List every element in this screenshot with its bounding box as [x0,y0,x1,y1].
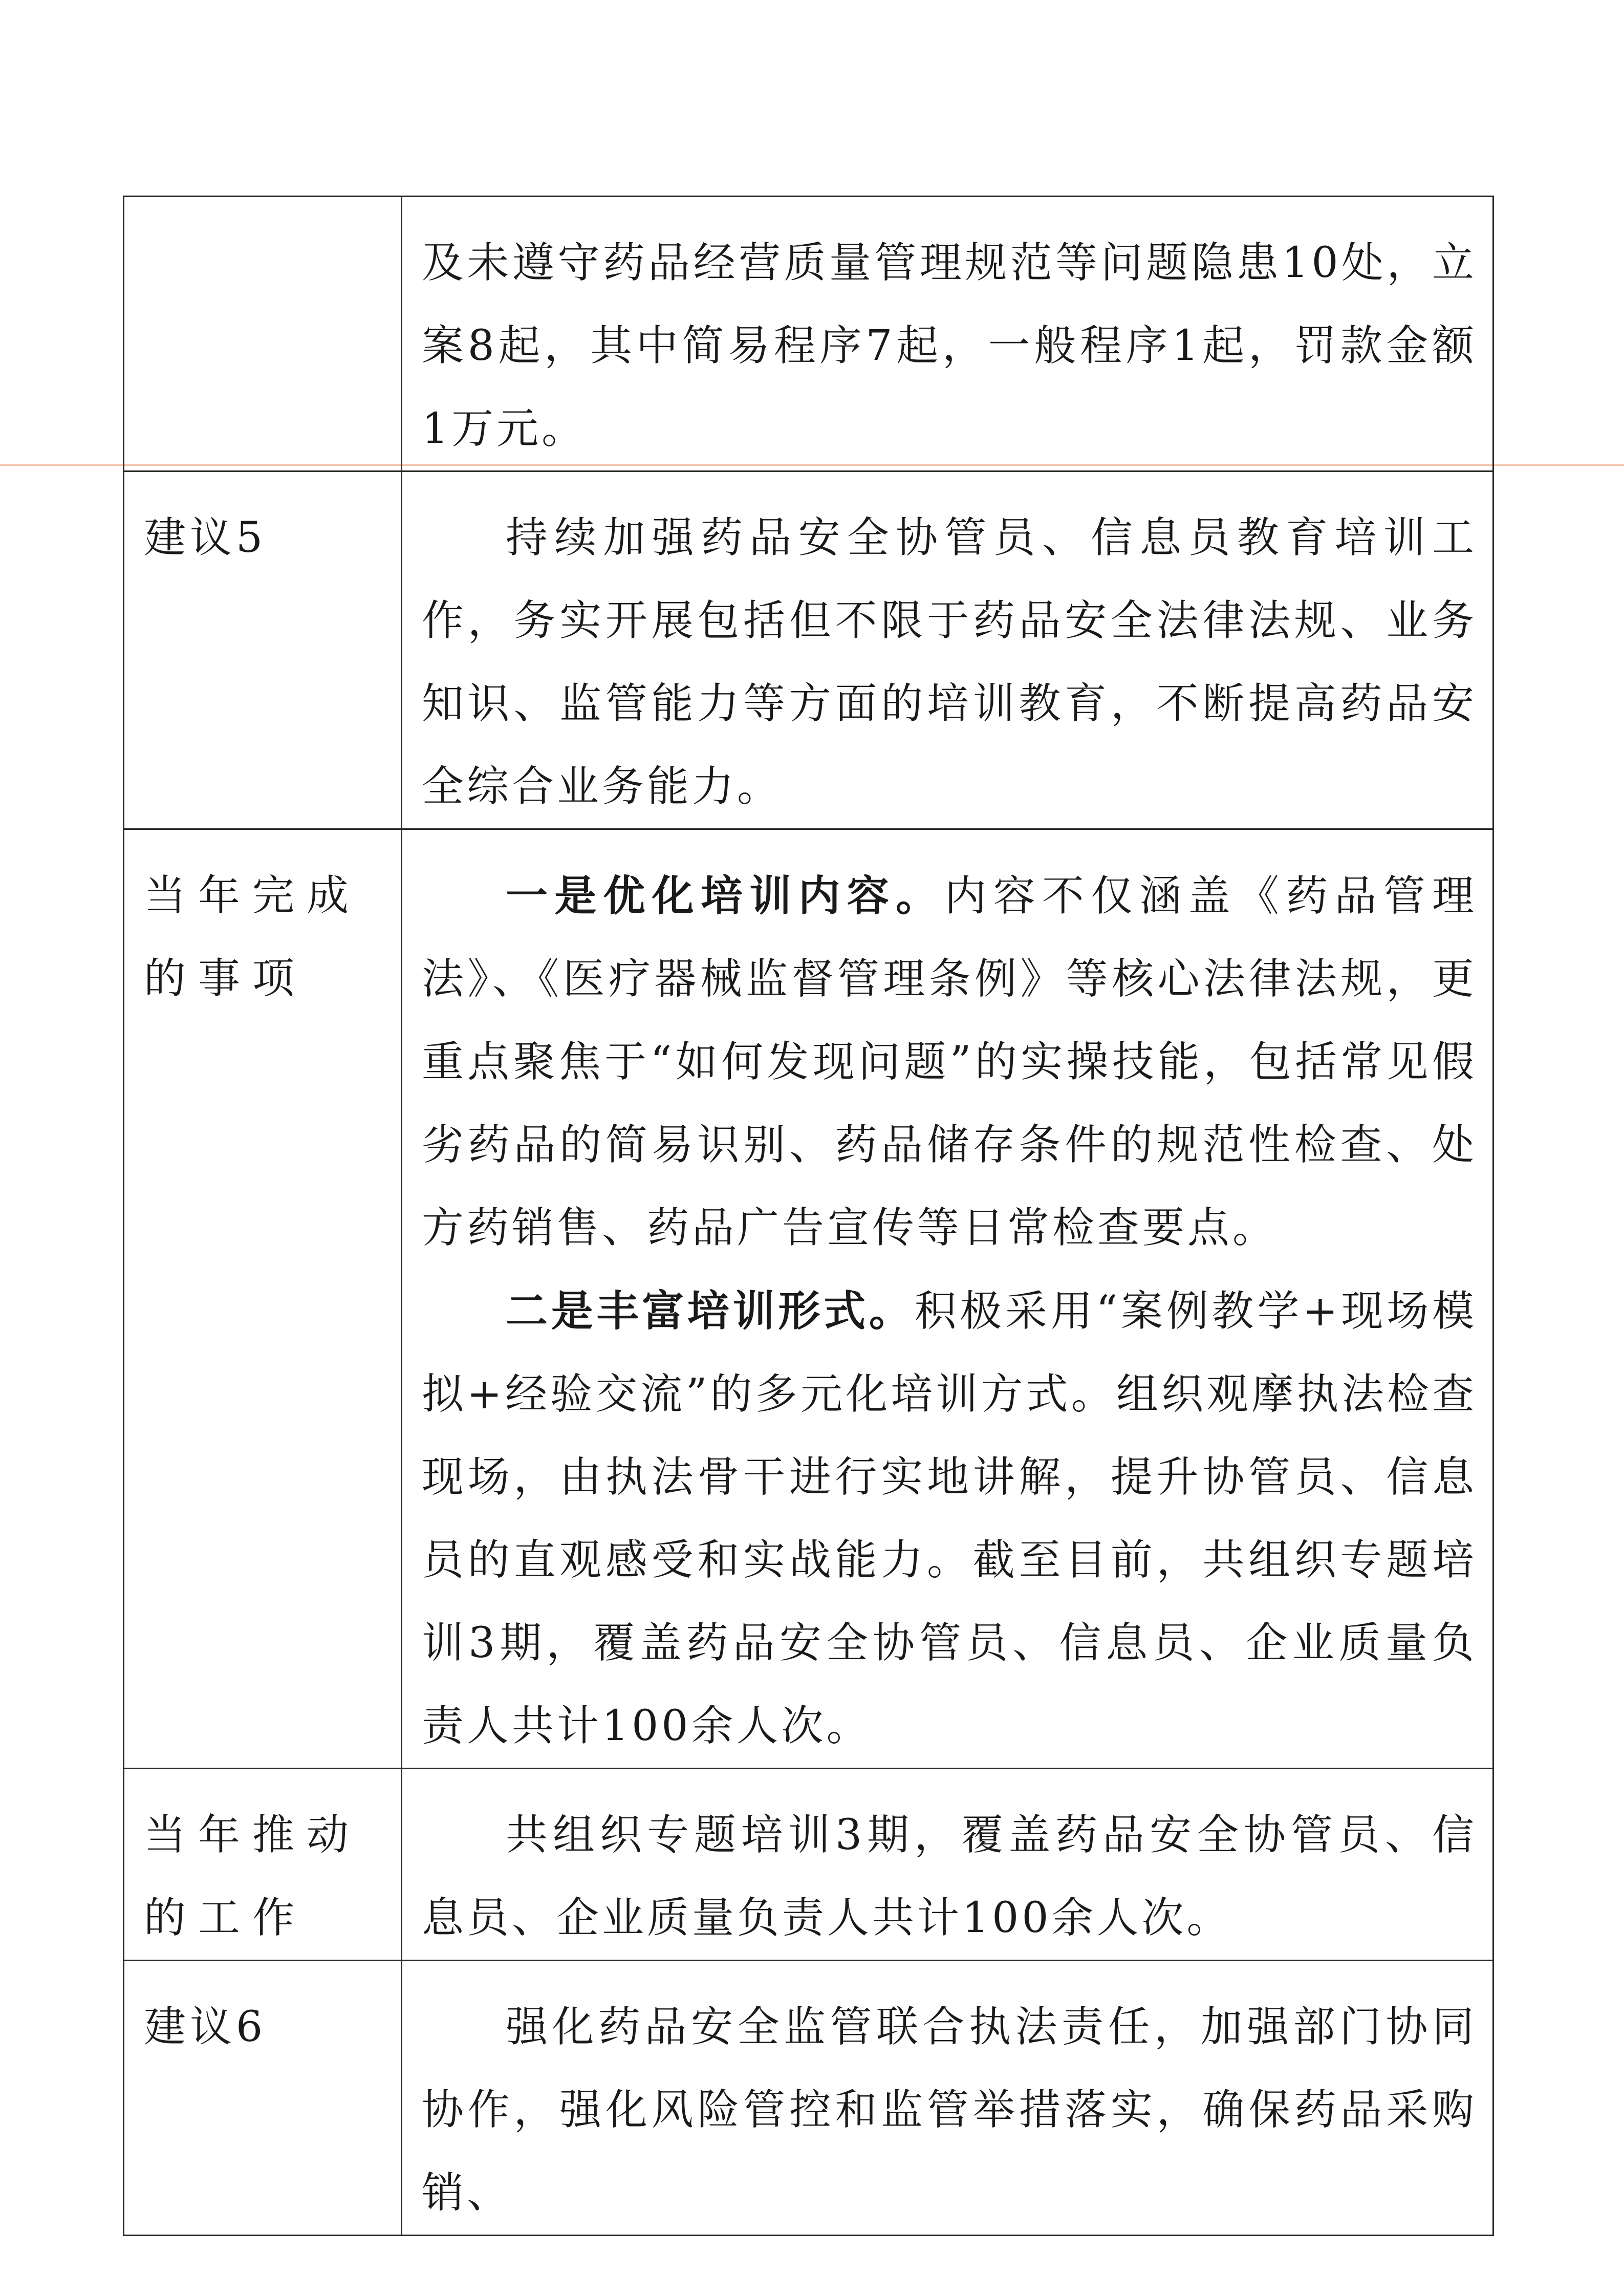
row-content [402,471,1493,829]
row-label-empty [124,197,402,471]
paragraph-lead-heading: 二是丰富培训形式。 [506,1286,915,1336]
paragraph-lead-heading: 一是优化培训内容。 [506,871,945,920]
row-label-completed-items: 当年完成的事项 [124,829,402,1769]
row-content [402,1961,1493,2236]
table-row [124,471,1493,829]
promoted-work-paragraph: 共组织专题培训3期，覆盖药品安全协管员、信息员、企业质量负责人共计100余人次。 [422,1811,1477,1942]
proposal-response-table [123,196,1494,2236]
row-label-suggestion-5: 建议5 [124,471,402,829]
suggestion-paragraph: 持续加强药品安全协管员、信息员教育培训工作，务实开展包括但不限于药品安全法律法规、业务知识、监管能力等方面的培训教育，不断提高药品安全综合业务能力。 [422,513,1477,811]
paragraph-body: 积极采用“案例教学+现场模拟+经验交流”的多元化培训方式。组织观摩执法检查现场，由执法骨干进行实地讲解，提升协管员、信息员的直观感受和实战能力。截至目前，共组织专题培训3期，覆盖药品安全协管员、信息员、企业质量负责人共计100余人次。 [422,1287,1477,1750]
continued-paragraph: 及未遵守药品经营质量管理规范等问题隐患10处，立案8起，其中简易程序7起，一般程序1起，罚款金额1万元。 [422,239,1477,453]
table-row [124,1769,1493,1961]
table-row [124,829,1493,1769]
row-content [402,197,1493,471]
completed-paragraph-1 [422,854,1477,1270]
completed-paragraph-2 [422,1270,1477,1768]
table-row [124,1961,1493,2236]
suggestion-paragraph: 强化药品安全监管联合执法责任，加强部门协同协作，强化风险管控和监管举措落实，确保药品采购销、 [422,2003,1477,2217]
table-row [124,197,1493,471]
row-content [402,829,1493,1769]
row-label-promoted-work: 当年推动的工作 [124,1769,402,1961]
row-label-suggestion-6: 建议6 [124,1961,402,2236]
row-content [402,1769,1493,1961]
paragraph-body: 内容不仅涵盖《药品管理法》、《医疗器械监督管理条例》等核心法律法规，更重点聚焦于“如何发现问题”的实操技能，包括常见假劣药品的简易识别、药品储存条件的规范性检查、处方药销售、药品广告宣传等日常检查要点。 [422,872,1477,1252]
